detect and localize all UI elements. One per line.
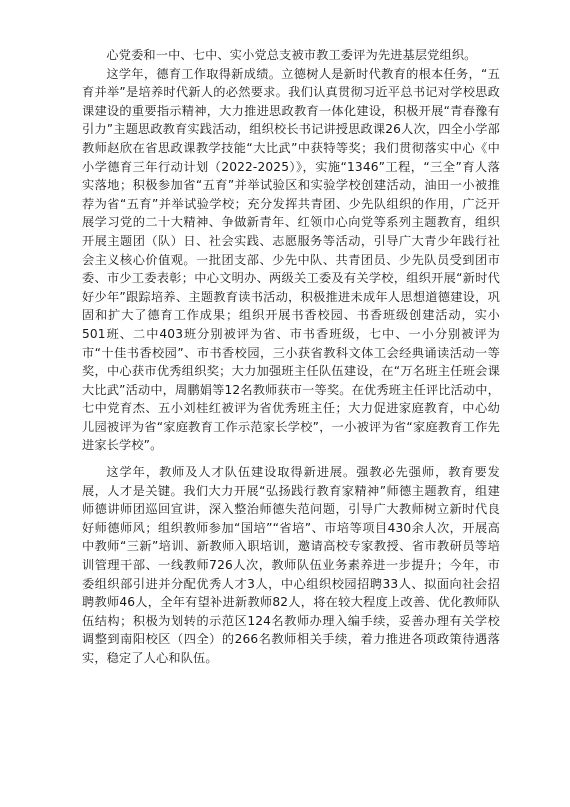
paragraph-moral-education: 这学年，德育工作取得新成绩。立德树人是新时代教育的根本任务，“五育并举”是培养时代新人的必然要求。我们认真贯彻习近平总书记对学校思政课建设的重要指示精神，大力推进思政教育一体化建设，积极开展“青春豫有引力”主题思政教育实践活动，组织校长书记讲授思政课26人次，四全小学部教师赵欣在省思政课教学技能“大比武”中获特等奖；我们贯彻落实中心《中小学德育三年行动计划（2022-2025）》，实施“1346”工程，“三全”育人落实落地；积极参加省“五育”并举试验区和实验学校创建活动，油田一小被推荐为省“五育”并举试验学校；充分发挥共青团、少先队组织的作用，广泛开展学习党的二十大精神、争做新青年、红领巾心向党等系列主题教育，组织开展主题团（队）日、社会实践、志愿服务等活动，引导广大青少年践行社会主义核心价值观。一批团支部、少先中队、共青团员、少先队员受到团市委、市少工委表彰；中心文明办、两级关工委及有关学校，组织开展“新时代好少年”跟踪培养、主题教育读书活动，积极推进未成年人思想道德建设，巩固和扩大了德育工作成果；组织开展书香校园、书香班级创建活动，实小501班、二中403班分别被评为省、市书香班级，七中、一小分别被评为市“十佳书香校园”、市书香校园，三小获省教科文体工会经典诵读活动一等奖，中心获市优秀组织奖；大力加强班主任队伍建设，在“万名班主任班会课大比武”活动中，周鹏娟等12名教师获市一等奖。在优秀班主任评比活动中，七中党育杰、五小刘桂红被评为省优秀班主任；大力促进家庭教育，中心幼儿园被评为省“家庭教育工作示范家长学校”，一小被评为省“家庭教育工作先进家长学校”。 — [82, 66, 500, 453]
paragraph-party-organizations: 心党委和一中、七中、实小党总支被市教工委评为先进基层党组织。 — [106, 48, 477, 62]
paragraph-teacher-talent: 这学年，教师及人才队伍建设取得新进展。强教必先强师，教育要发展，人才是关键。我们大力开展“弘扬践行教育家精神”师德主题教育，组建师德讲师团巡回宣讲，深入整治师德失范问题，引导广大教师树立新时代良好师德师风；组织教师参加“国培”“省培”、市培等项目430余人次，开展高中教师“三新”培训、新教师入职培训，邀请高校专家教授、省市教研员等培训管理干部、一线教师726人次，教师队伍业务素养进一步提升；今年，市委组织部引进并分配优秀人才3人，中心组织校园招聘33人、拟面向社会招聘教师46人，全年有望补进新教师82人，将在较大程度上改善、优化教师队伍结构；积极为划转的示范区124名教师办理入编手续，妥善办理有关学校调整到南阳校区（四全）的266名教师相关手续，着力推进各项政策待遇落实，稳定了人心和队伍。 — [82, 465, 500, 665]
document-body — [82, 46, 500, 668]
